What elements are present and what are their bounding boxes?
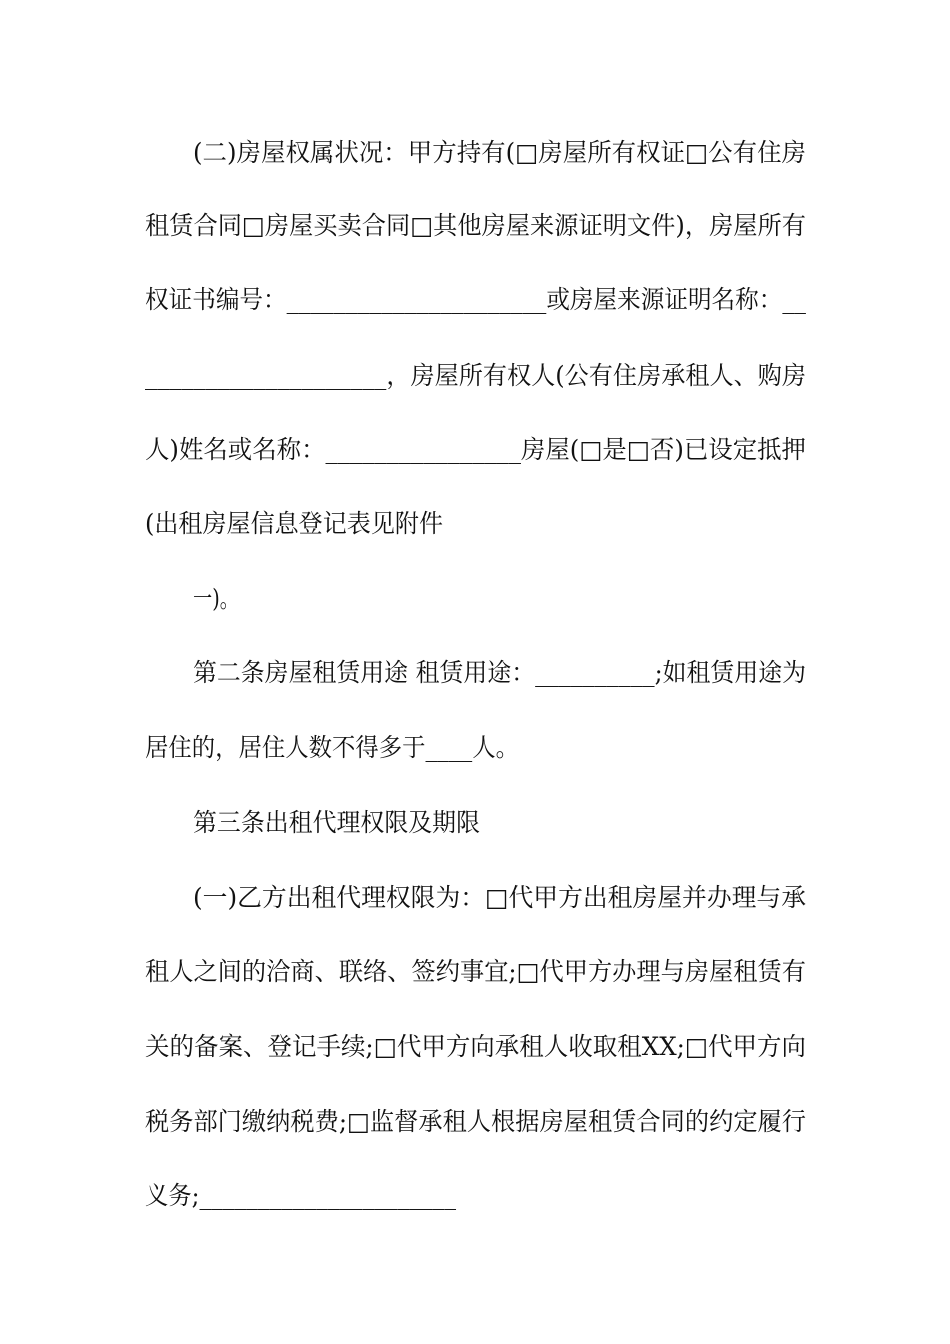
paragraph-line-3	[145, 280, 950, 320]
paragraph-line-8	[193, 653, 950, 693]
line-text-6: (出租房屋信息登记表见附件	[145, 509, 443, 538]
line-text-3: 权证书编号：______________________或房屋来源证明名称：__	[145, 285, 806, 314]
paragraph-line-14	[145, 1102, 950, 1142]
line-text-14: 税务部门缴纳税费;□监督承租人根据房屋租赁合同的约定履行	[145, 1107, 806, 1136]
line-text-10: 第三条出租代理权限及期限	[193, 808, 480, 837]
paragraph-line-10	[193, 803, 950, 843]
line-text-15: 义务;______________________	[145, 1181, 456, 1210]
paragraph-line-7	[193, 579, 950, 619]
line-text-11: (一)乙方出租代理权限为：□代甲方出租房屋并办理与承	[193, 883, 806, 912]
line-text-8: 第二条房屋租赁用途 租赁用途：__________;如租赁用途为	[193, 658, 806, 687]
paragraph-line-4	[145, 356, 950, 396]
line-text-5: 人)姓名或名称：________________房屋(□是□否)已设定抵押	[145, 435, 806, 464]
line-text-2: 租赁合同□房屋买卖合同□其他房屋来源证明文件)，房屋所有	[145, 211, 806, 240]
line-text-1: (二)房屋权属状况：甲方持有(□房屋所有权证□公有住房	[193, 138, 806, 167]
line-text-13: 关的备案、登记手续;□代甲方向承租人收取租XX;□代甲方向	[145, 1032, 806, 1061]
paragraph-line-15	[145, 1176, 950, 1216]
line-text-4: ____________________，房屋所有权人(公有住房承租人、购房	[145, 361, 806, 390]
paragraph-line-5	[145, 430, 950, 470]
paragraph-line-9	[145, 728, 950, 768]
line-text-7: 一)。	[193, 584, 239, 613]
paragraph-line-1	[193, 133, 950, 173]
paragraph-line-6	[145, 504, 950, 544]
paragraph-line-11	[193, 878, 950, 918]
paragraph-line-13	[145, 1027, 950, 1067]
paragraph-line-12	[145, 952, 950, 992]
paragraph-line-2	[145, 206, 950, 246]
line-text-12: 租人之间的洽商、联络、签约事宜;□代甲方办理与房屋租赁有	[145, 957, 806, 986]
line-text-9: 居住的，居住人数不得多于____人。	[145, 733, 519, 762]
